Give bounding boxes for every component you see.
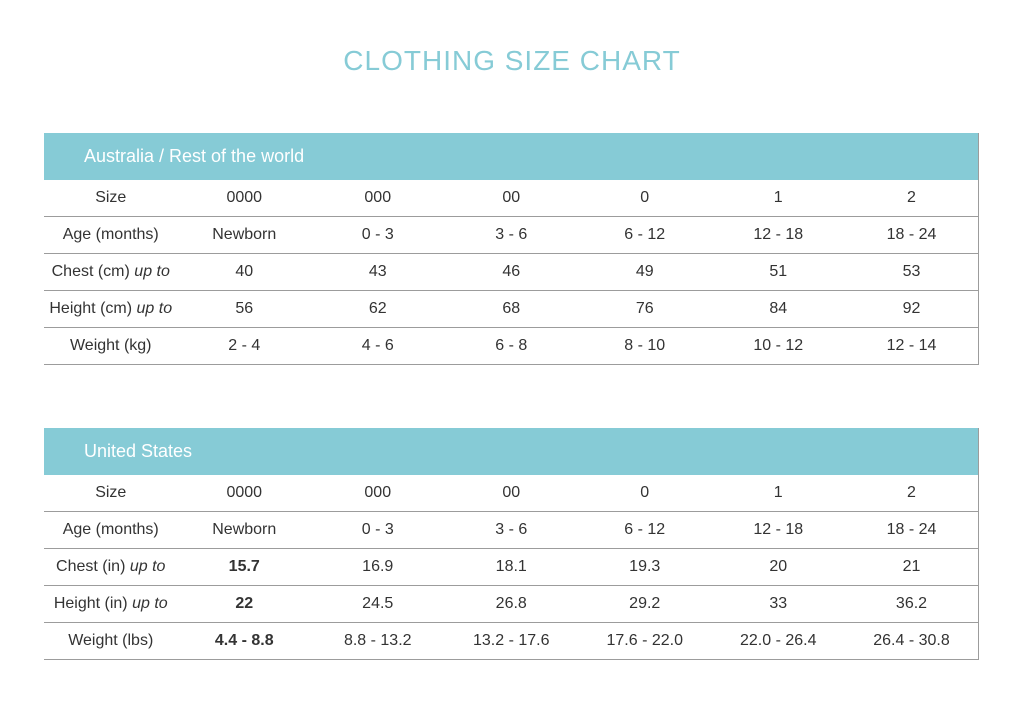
row-label-text: Chest (cm) bbox=[51, 263, 130, 280]
table-cell: 17.6 - 22.0 bbox=[578, 623, 712, 660]
australia-section-header: Australia / Rest of the world bbox=[44, 133, 979, 180]
table-cell: 12 - 18 bbox=[712, 512, 846, 549]
table-cell: 40 bbox=[178, 254, 312, 291]
table-cell: 24.5 bbox=[311, 586, 445, 623]
row-label bbox=[44, 180, 178, 217]
table-cell: 0000 bbox=[178, 180, 312, 217]
row-label-text: Weight (kg) bbox=[69, 337, 152, 354]
table-cell: 26.4 - 30.8 bbox=[845, 623, 979, 660]
row-label bbox=[44, 623, 178, 660]
table-cell: 3 - 6 bbox=[445, 512, 579, 549]
table-cell: 1 bbox=[712, 475, 846, 512]
table-cell: 18 - 24 bbox=[845, 217, 979, 254]
table-cell: 20 bbox=[712, 549, 846, 586]
table-cell: 00 bbox=[445, 180, 579, 217]
row-label bbox=[44, 586, 178, 623]
table-cell: 18.1 bbox=[445, 549, 579, 586]
table-cell: 46 bbox=[445, 254, 579, 291]
table-cell: 15.7 bbox=[178, 549, 312, 586]
us-section-header: United States bbox=[44, 428, 979, 475]
row-label bbox=[44, 291, 178, 328]
row-label bbox=[44, 217, 178, 254]
row-label-text: Age (months) bbox=[62, 521, 159, 538]
table-cell: 21 bbox=[845, 549, 979, 586]
table-row-chest bbox=[44, 549, 979, 586]
table-cell: 1 bbox=[712, 180, 846, 217]
table-cell: 19.3 bbox=[578, 549, 712, 586]
table-cell: 2 - 4 bbox=[178, 328, 312, 365]
us-size-table bbox=[44, 428, 979, 660]
table-cell: 12 - 14 bbox=[845, 328, 979, 365]
table-row-age bbox=[44, 512, 979, 549]
table-cell: 51 bbox=[712, 254, 846, 291]
row-label-text: Chest (in) bbox=[56, 558, 126, 575]
table-cell: 12 - 18 bbox=[712, 217, 846, 254]
table-cell: 84 bbox=[712, 291, 846, 328]
table-cell: 6 - 12 bbox=[578, 217, 712, 254]
table-cell: 4 - 6 bbox=[311, 328, 445, 365]
row-label-text: Age (months) bbox=[62, 226, 159, 243]
table-cell: 10 - 12 bbox=[712, 328, 846, 365]
row-label bbox=[44, 328, 178, 365]
table-row-size bbox=[44, 180, 979, 217]
table-cell: 000 bbox=[311, 180, 445, 217]
table-cell: 26.8 bbox=[445, 586, 579, 623]
table-cell: 49 bbox=[578, 254, 712, 291]
table-cell: 2 bbox=[845, 475, 979, 512]
table-cell: 2 bbox=[845, 180, 979, 217]
table-cell: 53 bbox=[845, 254, 979, 291]
table-row-height bbox=[44, 586, 979, 623]
table-row-weight bbox=[44, 328, 979, 365]
row-label bbox=[44, 549, 178, 586]
table-cell: 0000 bbox=[178, 475, 312, 512]
table-cell: 000 bbox=[311, 475, 445, 512]
table-cell: 6 - 12 bbox=[578, 512, 712, 549]
row-label bbox=[44, 475, 178, 512]
table-cell: Newborn bbox=[178, 217, 312, 254]
table-cell: 13.2 - 17.6 bbox=[445, 623, 579, 660]
table-cell: 56 bbox=[178, 291, 312, 328]
table-cell: 3 - 6 bbox=[445, 217, 579, 254]
table-cell: 43 bbox=[311, 254, 445, 291]
row-label-text: Size bbox=[95, 484, 127, 501]
row-label-qualifier: up to bbox=[132, 595, 168, 612]
table-cell: 33 bbox=[712, 586, 846, 623]
table-cell: 00 bbox=[445, 475, 579, 512]
table-cell: 0 - 3 bbox=[311, 512, 445, 549]
table-cell: 8 - 10 bbox=[578, 328, 712, 365]
table-cell: 6 - 8 bbox=[445, 328, 579, 365]
table-cell: 62 bbox=[311, 291, 445, 328]
table-cell: 68 bbox=[445, 291, 579, 328]
page-title: CLOTHING SIZE CHART bbox=[343, 45, 681, 76]
row-label-qualifier: up to bbox=[129, 558, 166, 575]
table-row-chest bbox=[44, 254, 979, 291]
row-label bbox=[44, 254, 178, 291]
row-label-text: Height (cm) bbox=[49, 300, 133, 317]
row-label-qualifier: up to bbox=[136, 300, 173, 317]
table-row-weight bbox=[44, 623, 979, 660]
table-cell: 18 - 24 bbox=[845, 512, 979, 549]
row-label-text: Height (in) bbox=[53, 595, 128, 612]
table-cell: 36.2 bbox=[845, 586, 979, 623]
table-cell: 0 bbox=[578, 180, 712, 217]
row-label bbox=[44, 512, 178, 549]
row-label-text: Size bbox=[95, 189, 127, 206]
table-cell: 0 bbox=[578, 475, 712, 512]
table-cell: 22 bbox=[178, 586, 312, 623]
table-cell: Newborn bbox=[178, 512, 312, 549]
table-cell: 8.8 - 13.2 bbox=[311, 623, 445, 660]
row-label-text: Weight (lbs) bbox=[68, 632, 154, 649]
row-label-qualifier: up to bbox=[134, 263, 170, 280]
table-cell: 4.4 - 8.8 bbox=[178, 623, 312, 660]
table-cell: 16.9 bbox=[311, 549, 445, 586]
table-cell: 0 - 3 bbox=[311, 217, 445, 254]
table-cell: 29.2 bbox=[578, 586, 712, 623]
table-row-height bbox=[44, 291, 979, 328]
table-row-age bbox=[44, 217, 979, 254]
australia-size-table bbox=[44, 133, 979, 365]
table-row-size bbox=[44, 475, 979, 512]
table-cell: 76 bbox=[578, 291, 712, 328]
table-cell: 22.0 - 26.4 bbox=[712, 623, 846, 660]
table-cell: 92 bbox=[845, 291, 979, 328]
